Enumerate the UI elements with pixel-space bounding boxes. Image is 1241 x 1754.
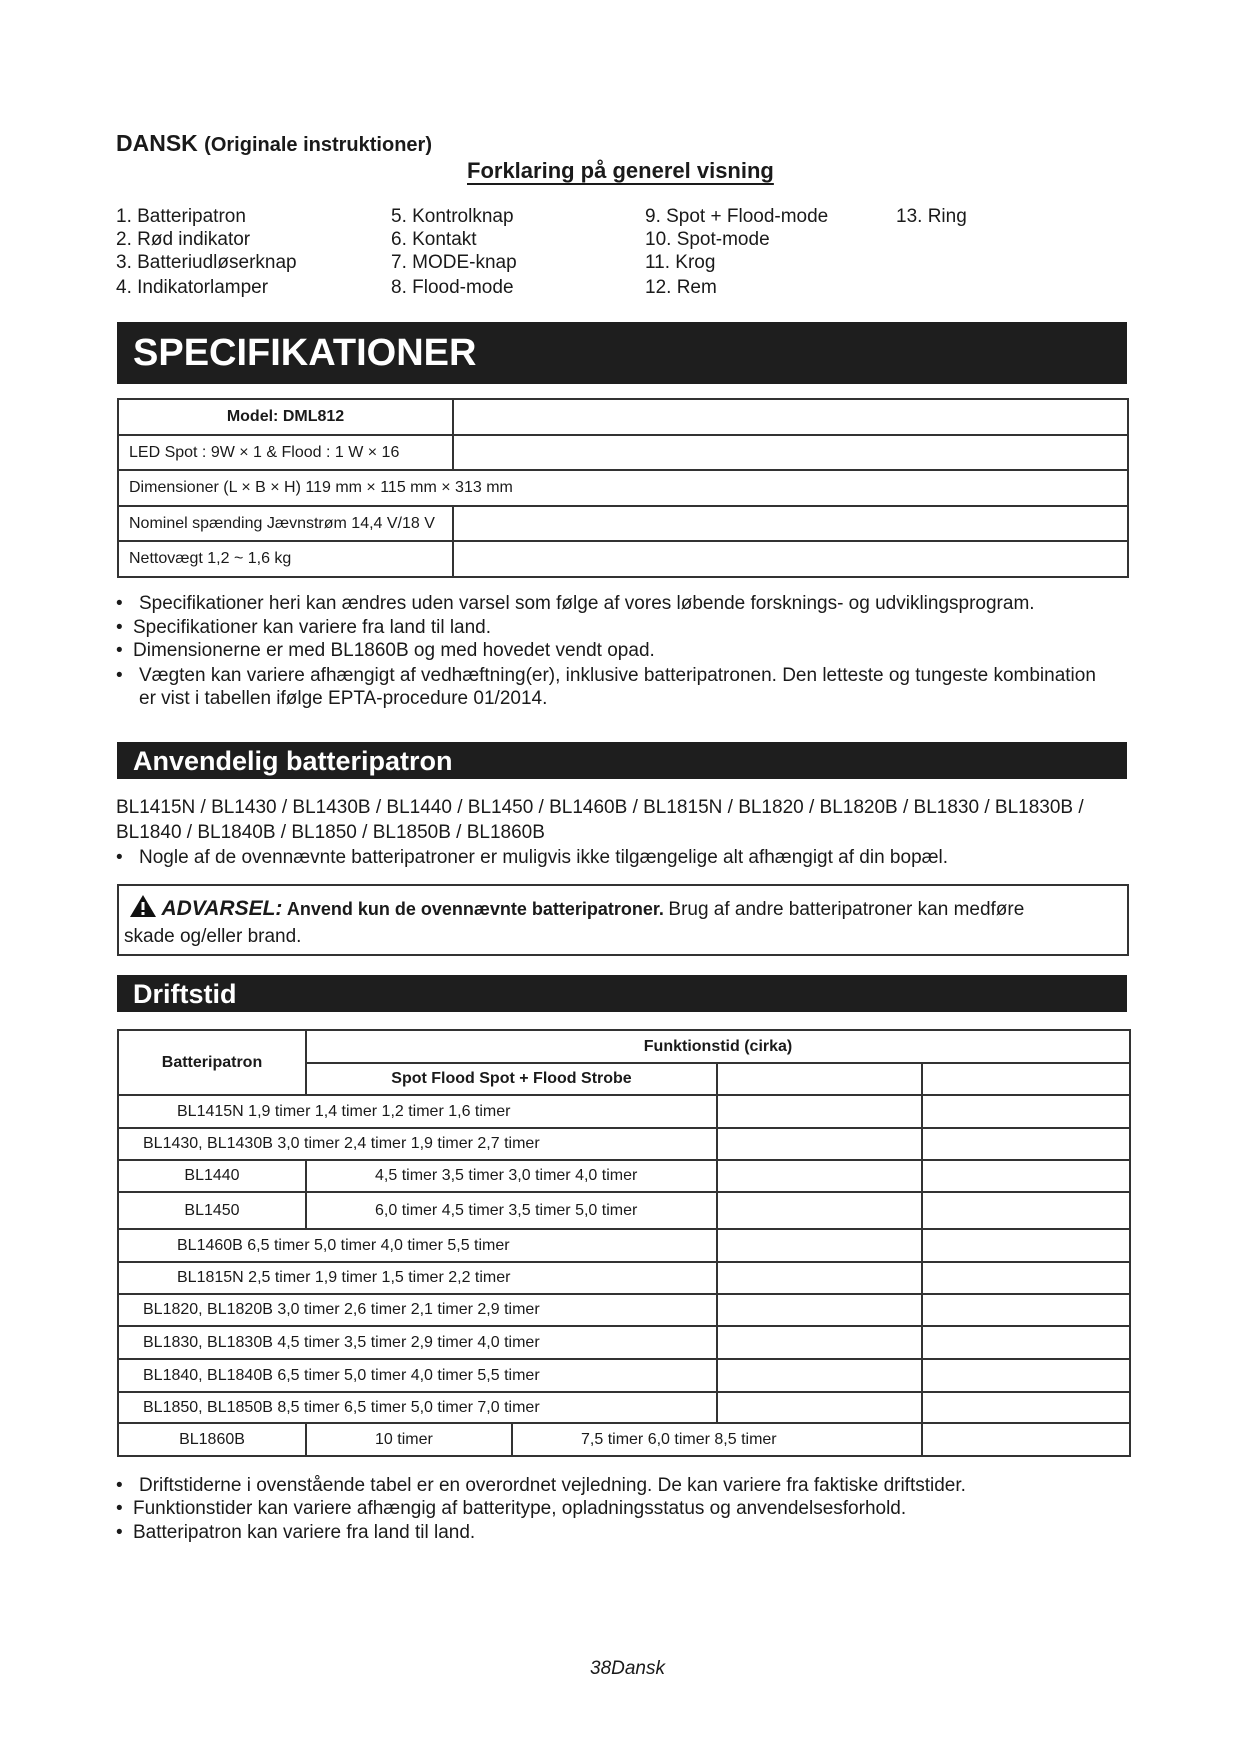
empty-cell (717, 1262, 922, 1294)
list-item: • Driftstiderne i ovenstående tabel er en overordnet vejledning. De kan variere fra faktiske driftstider. (116, 1475, 966, 1496)
row-cell: 7,5 timer 6,0 timer 8,5 timer (512, 1423, 922, 1456)
list-item: • Funktionstider kan variere afhængig af batteritype, opladningsstatus og anvendelsesforhold. (116, 1498, 907, 1519)
list-item: • Specifikationer heri kan ændres uden varsel som følge af vores løbende forsknings- og udviklingsprogram. (116, 593, 1035, 614)
warning-triangle-icon (129, 894, 157, 918)
battery-column-header: Batteripatron (118, 1030, 306, 1095)
applicable-battery-heading: Anvendelig batteripatron (117, 742, 1127, 779)
row-cell: BL1415N 1,9 timer 1,4 timer 1,2 timer 1,6 timer (118, 1095, 717, 1128)
row-cell: BL1830, BL1830B 4,5 timer 3,5 timer 2,9 timer 4,0 timer (118, 1326, 717, 1359)
empty-cell (453, 541, 1128, 577)
table-row (118, 1229, 1130, 1262)
list-item: • Vægten kan variere afhængigt af vedhæftning(er), inklusive batteripatronen. Den letteste og tungeste kombination (116, 665, 1096, 686)
empty-cell (717, 1160, 922, 1192)
function-time-header: Funktionstid (cirka) (306, 1030, 1130, 1063)
table-row (118, 1160, 1130, 1192)
legend-item: 7. MODE-knap (391, 252, 517, 273)
document-language-heading (116, 130, 432, 157)
row-cell: BL1840, BL1840B 6,5 timer 5,0 timer 4,0 timer 5,5 timer (118, 1359, 717, 1392)
note-text: Funktionstider kan variere afhængig af batteritype, opladningsstatus og anvendelsesforhold. (133, 1498, 907, 1519)
note-text: Batteripatron kan variere fra land til land. (133, 1522, 476, 1543)
warning-text: Brug af andre batteripatroner kan medføre (668, 899, 1025, 920)
row-cell: 10 timer (306, 1423, 512, 1456)
table-row (118, 1359, 1130, 1392)
battery-note (116, 846, 1136, 869)
table-row (118, 1095, 1130, 1128)
empty-cell (453, 506, 1128, 541)
runtime-table (117, 1029, 1131, 1457)
empty-cell (717, 1229, 922, 1262)
row-cell: BL1430, BL1430B 3,0 timer 2,4 timer 1,9 timer 2,7 timer (118, 1128, 717, 1160)
table-row (118, 1192, 1130, 1229)
legend-item: 5. Kontrolknap (391, 206, 514, 227)
row-cell: BL1860B (118, 1423, 306, 1456)
battery-list-line: BL1415N / BL1430 / BL1430B / BL1440 / BL1450 / BL1460B / BL1815N / BL1820 / BL1820B / BL1830 / BL1830B / (116, 797, 1084, 818)
legend-item: 6. Kontakt (391, 229, 477, 250)
general-view-subtitle: Forklaring på generel visning (467, 158, 774, 183)
legend-item: 1. Batteripatron (116, 206, 246, 227)
legend-item: 12. Rem (645, 277, 717, 298)
note-text: Specifikationer kan variere fra land til land. (133, 617, 492, 638)
empty-cell (717, 1128, 922, 1160)
table-row (118, 1262, 1130, 1294)
battery-list-line: BL1840 / BL1840B / BL1850 / BL1850B / BL1860B (116, 822, 545, 843)
list-item: • Specifikationer kan variere fra land til land. (116, 617, 492, 638)
legend-item: 10. Spot-mode (645, 229, 770, 250)
empty-cell (717, 1095, 922, 1128)
legend-item: 9. Spot + Flood-mode (645, 206, 829, 227)
note-text: Nogle af de ovennævnte batteripatroner er muligvis ikke tilgængelige alt afhængigt af din bopæl. (139, 847, 949, 868)
list-item: • Batteripatron kan variere fra land til land. (116, 1522, 476, 1543)
spec-cell: Nettovægt 1,2 ~ 1,6 kg (118, 541, 453, 577)
legend-item: 11. Krog (645, 252, 716, 273)
legend-item: 4. Indikatorlamper (116, 277, 269, 298)
empty-cell (922, 1326, 1130, 1359)
language-note: (Originale instruktioner) (204, 134, 432, 156)
empty-cell (717, 1063, 922, 1095)
row-cell: BL1450 (118, 1192, 306, 1229)
row-cell: BL1815N 2,5 timer 1,9 timer 1,5 timer 2,2 timer (118, 1262, 717, 1294)
specifications-heading: SPECIFIKATIONER (117, 322, 1127, 384)
empty-cell (717, 1192, 922, 1229)
warning-label: ADVARSEL: (161, 897, 283, 920)
table-row (118, 1423, 1130, 1456)
spec-notes (116, 592, 1136, 710)
warning-text-line2: skade og/eller brand. (124, 926, 302, 947)
empty-cell (922, 1423, 1130, 1456)
empty-cell (922, 1063, 1130, 1095)
specifications-table (117, 398, 1129, 578)
empty-cell (717, 1392, 922, 1423)
empty-cell (922, 1294, 1130, 1326)
warning-bold-text: Anvend kun de ovennævnte batteripatroner. (286, 899, 664, 919)
spec-cell: Dimensioner (L × B × H) 119 mm × 115 mm × 313 mm (118, 470, 1128, 506)
runtime-heading: Driftstid (117, 975, 1127, 1012)
table-row (118, 1392, 1130, 1423)
language-label: DANSK (116, 130, 198, 156)
empty-cell (717, 1294, 922, 1326)
empty-cell (453, 435, 1128, 470)
legend-item: 13. Ring (896, 206, 967, 227)
warning-first-line (129, 894, 1024, 921)
spec-cell: LED Spot : 9W × 1 & Flood : 1 W × 16 (118, 435, 453, 470)
empty-cell (922, 1128, 1130, 1160)
empty-cell (922, 1392, 1130, 1423)
row-cell: BL1440 (118, 1160, 306, 1192)
empty-cell (922, 1095, 1130, 1128)
row-cell: 4,5 timer 3,5 timer 3,0 timer 4,0 timer (306, 1160, 717, 1192)
warning-box (117, 884, 1129, 956)
empty-cell (922, 1160, 1130, 1192)
row-cell: BL1460B 6,5 timer 5,0 timer 4,0 timer 5,5 timer (118, 1229, 717, 1262)
empty-cell (717, 1326, 922, 1359)
table-row (118, 1294, 1130, 1326)
spec-cell: Nominel spænding Jævnstrøm 14,4 V/18 V (118, 506, 453, 541)
legend-item: 3. Batteriudløserknap (116, 252, 297, 273)
page-number: 38Dansk (590, 1658, 665, 1679)
note-text: er vist i tabellen ifølge EPTA-procedure 01/2014. (139, 688, 548, 709)
model-cell: Model: DML812 (118, 399, 453, 435)
note-text: Driftstiderne i ovenstående tabel er en overordnet vejledning. De kan variere fra faktiske driftstider. (139, 1475, 966, 1496)
note-text: Specifikationer heri kan ændres uden varsel som følge af vores løbende forsknings- og udviklingsprogram. (139, 593, 1035, 614)
empty-cell (717, 1359, 922, 1392)
runtime-notes (116, 1474, 1136, 1544)
list-item: • Nogle af de ovennævnte batteripatroner er muligvis ikke tilgængelige alt afhængigt af din bopæl. (116, 847, 949, 868)
row-cell: 6,0 timer 4,5 timer 3,5 timer 5,0 timer (306, 1192, 717, 1229)
legend-item: 8. Flood-mode (391, 277, 514, 298)
table-row (118, 1128, 1130, 1160)
empty-cell (453, 399, 1128, 435)
mode-subheader: Spot Flood Spot + Flood Strobe (306, 1063, 717, 1095)
row-cell: BL1850, BL1850B 8,5 timer 6,5 timer 5,0 timer 7,0 timer (118, 1392, 717, 1423)
list-item-continued (116, 687, 1136, 710)
empty-cell (922, 1359, 1130, 1392)
table-row (118, 1326, 1130, 1359)
note-text: Vægten kan variere afhængigt af vedhæftning(er), inklusive batteripatronen. Den letteste og tungeste kombination (139, 665, 1096, 686)
note-text: Dimensionerne er med BL1860B og med hovedet vendt opad. (133, 640, 655, 661)
legend-item: 2. Rød indikator (116, 229, 251, 250)
empty-cell (922, 1229, 1130, 1262)
empty-cell (922, 1262, 1130, 1294)
empty-cell (922, 1192, 1130, 1229)
list-item: • Dimensionerne er med BL1860B og med hovedet vendt opad. (116, 640, 655, 661)
row-cell: BL1820, BL1820B 3,0 timer 2,6 timer 2,1 timer 2,9 timer (118, 1294, 717, 1326)
